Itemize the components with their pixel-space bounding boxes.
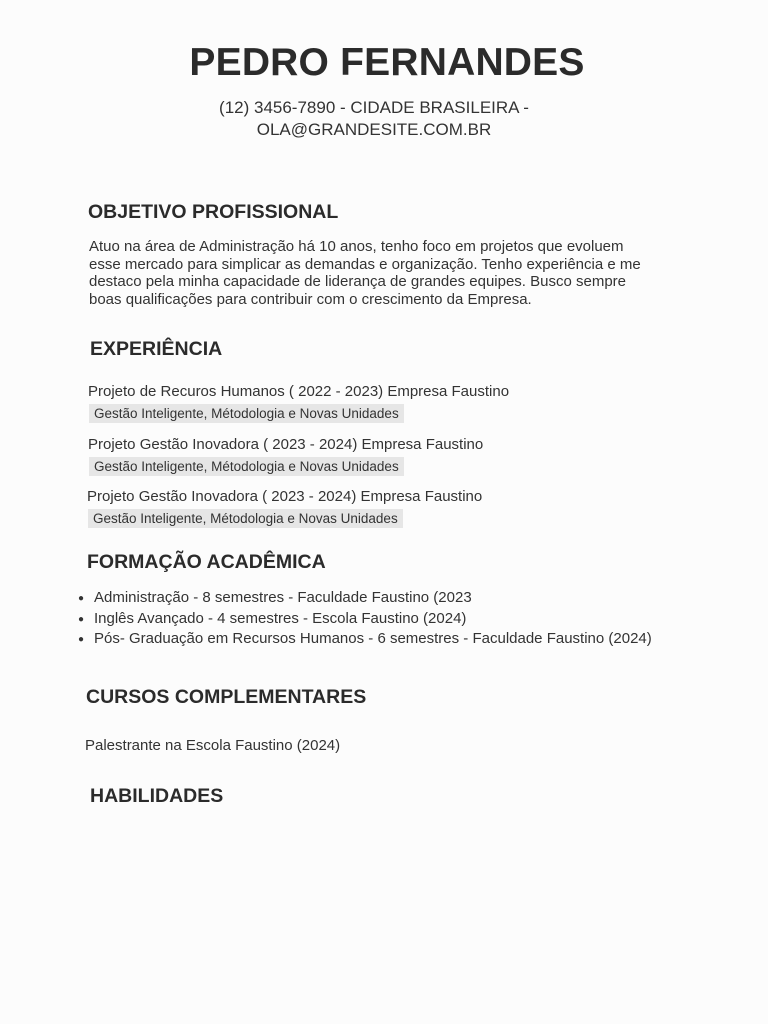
experience-heading: EXPERIÊNCIA bbox=[90, 338, 223, 360]
education-item bbox=[78, 588, 652, 609]
education-heading: FORMAÇÃO ACADÊMICA bbox=[87, 551, 326, 573]
objective-line: Atuo na área de Administração há 10 anos, tenho foco em projetos que evoluem bbox=[89, 238, 624, 255]
experience-item-title: Projeto Gestão Inovadora ( 2023 - 2024) Empresa Faustino bbox=[87, 488, 483, 505]
experience-item-tag: Gestão Inteligente, Métodologia e Novas Unidades bbox=[89, 404, 404, 423]
objective-line: destaco pela minha capacidade de liderança de grandes equipes. Busco sempre bbox=[89, 273, 627, 291]
experience-item-title: Projeto Gestão Inovadora ( 2023 - 2024) Empresa Faustino bbox=[88, 436, 484, 453]
course-item: Palestrante na Escola Faustino (2024) bbox=[85, 737, 341, 754]
objective-line: boas qualificações para contribuir com o crescimento da Empresa. bbox=[89, 291, 532, 309]
experience-item-tag: Gestão Inteligente, Métodologia e Novas Unidades bbox=[89, 457, 404, 476]
education-item bbox=[78, 629, 652, 650]
experience-item-tag: Gestão Inteligente, Métodologia e Novas Unidades bbox=[88, 509, 403, 528]
education-list bbox=[78, 588, 652, 650]
objective-paragraph bbox=[89, 238, 689, 309]
education-item-text: Administração - 8 semestres - Faculdade Faustino (2023 bbox=[94, 589, 472, 606]
education-item bbox=[78, 609, 652, 630]
objective-line: esse mercado para simplicar as demandas e organização. Tenho experiência e me bbox=[89, 255, 641, 273]
experience-item-title: Projeto de Recuros Humanos ( 2022 - 2023) Empresa Faustino bbox=[88, 383, 510, 400]
courses-heading: CURSOS COMPLEMENTARES bbox=[86, 686, 367, 708]
contact-info-line-1: (12) 3456-7890 - CIDADE BRASILEIRA - bbox=[219, 98, 529, 117]
candidate-name: PEDRO FERNANDES bbox=[189, 41, 585, 84]
bullet-icon: ● bbox=[78, 634, 85, 645]
contact-info-line-2: OLA@GRANDESITE.COM.BR bbox=[256, 120, 492, 139]
bullet-icon: ● bbox=[78, 593, 85, 604]
objective-heading: OBJETIVO PROFISSIONAL bbox=[88, 201, 339, 223]
skills-heading: HABILIDADES bbox=[90, 785, 224, 807]
education-item-text: Pós- Graduação em Recursos Humanos - 6 semestres - Faculdade Faustino (2024) bbox=[94, 630, 652, 647]
bullet-icon: ● bbox=[78, 613, 85, 625]
education-item-text: Inglês Avançado - 4 semestres - Escola Faustino (2024) bbox=[94, 609, 467, 627]
